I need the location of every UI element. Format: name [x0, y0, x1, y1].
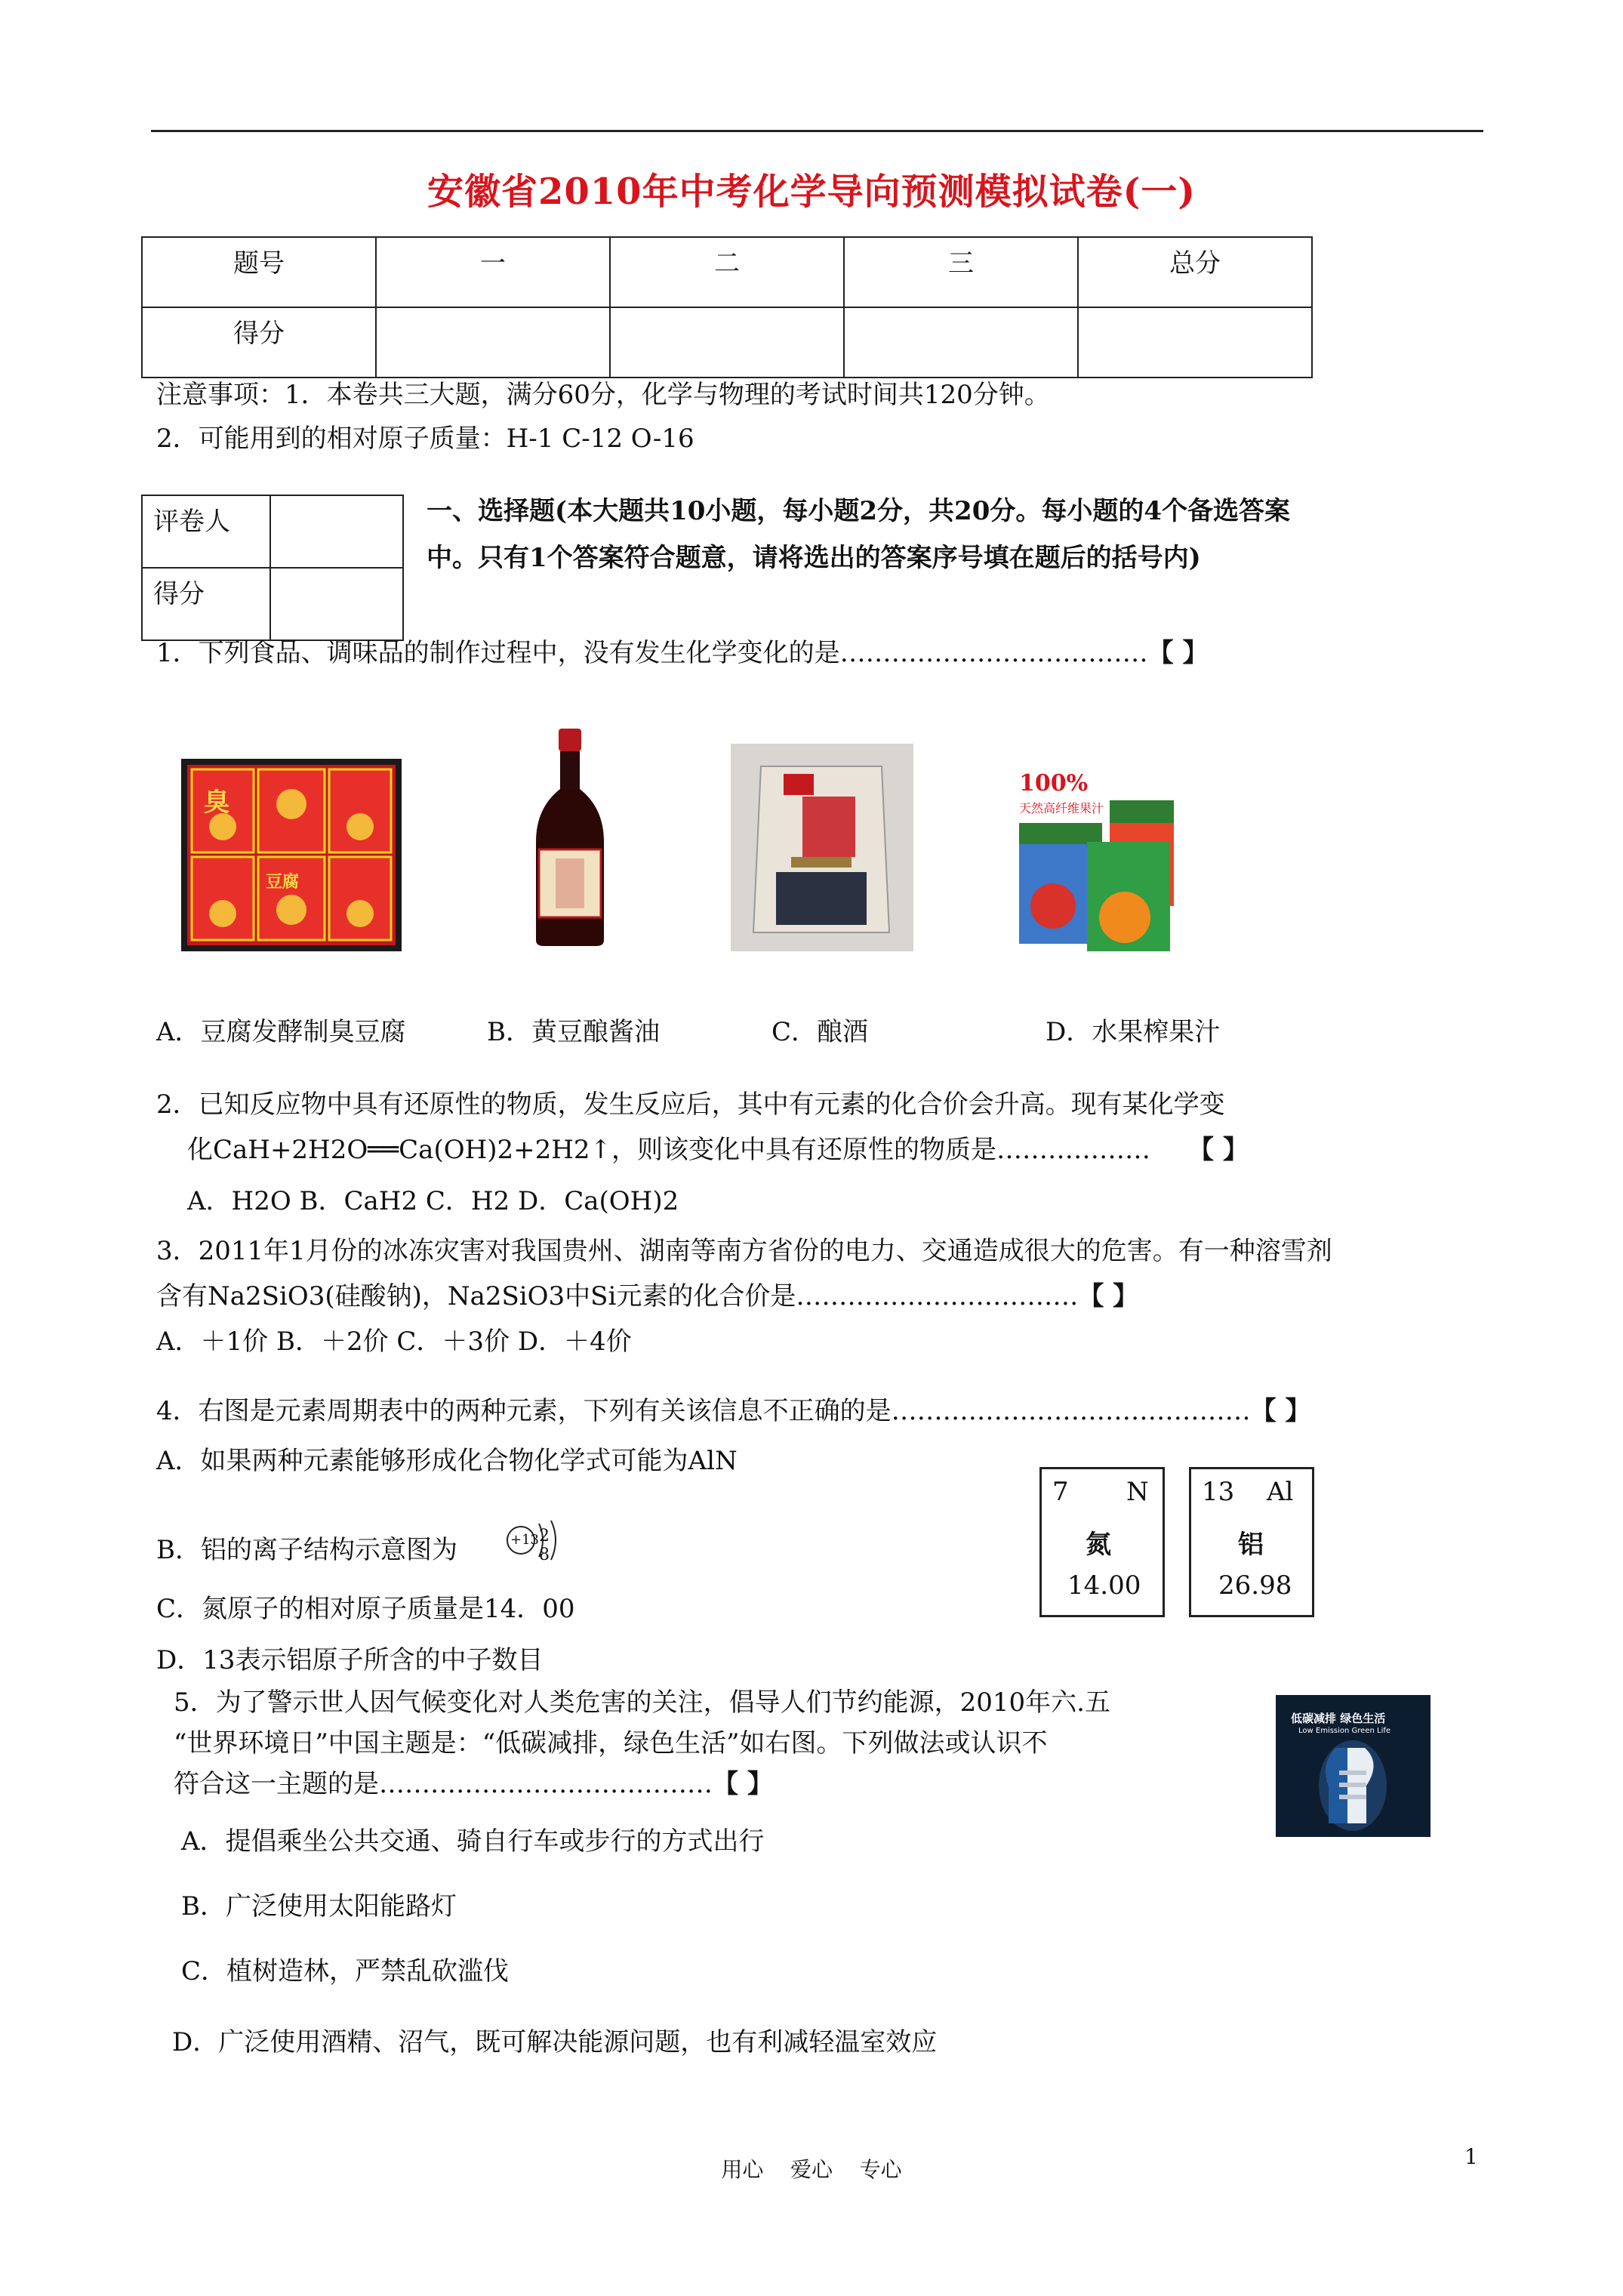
poster-title: 低碳减排 绿色生活 — [1291, 1712, 1386, 1725]
fruit-juice-boxes-image — [1012, 770, 1230, 951]
score-cell[interactable] — [1078, 307, 1312, 378]
page-footer: 用心 爱心 专心 — [721, 2157, 902, 2182]
rice-wine-bag-picture — [731, 744, 913, 951]
q3-options: A．＋1价 B．＋2价 C．＋3价 D．＋4价 — [156, 1327, 632, 1357]
aluminum-ion-diagram — [504, 1510, 572, 1570]
header-rule — [151, 130, 1483, 132]
score-table — [141, 236, 1313, 378]
q1-option-a: A．豆腐发酵制臭豆腐 — [156, 1017, 406, 1047]
q1-stem: 1．下列食品、调味品的制作过程中，没有发生化学变化的是……………………………… — [156, 638, 1148, 668]
poster-subtitle: Low Emission Green Life — [1298, 1727, 1391, 1735]
element-symbol: Al — [1267, 1477, 1294, 1507]
note-line-2: 2．可能用到的相对原子质量：H-1 C-12 O-16 — [156, 424, 694, 454]
juice-label-100: 100% — [1019, 770, 1089, 797]
q3-line1: 3．2011年1月份的冰冻灾害对我国贵州、湖南等南方省份的电力、交通造成很大的危害。有一种溶雪剂 — [156, 1236, 1332, 1266]
grader-cell[interactable] — [270, 495, 403, 568]
soy-sauce-bottle-picture — [528, 729, 611, 948]
q5-line2: “世界环境日”中国主题是：“低碳减排，绿色生活”如右图。下列做法或认识不 — [174, 1728, 1048, 1758]
element-box-nitrogen — [1039, 1467, 1165, 1617]
page-number: 1 — [1464, 2144, 1478, 2169]
score-header-cell: 三 — [844, 237, 1078, 307]
q2-answer-bracket: 【 】 — [1188, 1135, 1249, 1165]
q2-line2-prefix: 化CaH — [187, 1135, 270, 1165]
q2-equation: +2H2O══Ca(OH)2+2H2↑，则该变化中具有还原性的物质是……………… — [269, 1135, 1151, 1165]
fruit-juice-boxes-picture — [1012, 770, 1230, 951]
q2-line1: 2．已知反应物中具有还原性的物质，发生反应后，其中有元素的化合价会升高。现有某化学变 — [156, 1089, 1225, 1120]
element-number: 13 — [1202, 1477, 1235, 1507]
ion-nucleus-charge: +13 — [510, 1532, 539, 1548]
q2-line2 — [187, 1133, 1249, 1167]
score-header-cell: 一 — [376, 237, 610, 307]
q2-options: A．H2O B．CaH2 C．H2 D．Ca(OH)2 — [187, 1186, 679, 1216]
q3-answer-bracket: 【 】 — [1078, 1281, 1139, 1311]
score-cell[interactable] — [610, 307, 844, 378]
q4-answer-bracket: 【 】 — [1250, 1396, 1311, 1426]
q4-option-c: C．氮原子的相对原子质量是14．00 — [156, 1594, 575, 1624]
q4-option-a: A．如果两种元素能够形成化合物化学式可能为AlN — [156, 1446, 738, 1476]
q5-option-d: D．广泛使用酒精、沼气，既可解决能源问题，也有利减轻温室效应 — [172, 2027, 938, 2057]
q4-option-d: D．13表示铝原子所含的中子数目 — [156, 1645, 544, 1675]
grader-score-cell[interactable] — [270, 568, 403, 640]
low-carbon-poster-image — [1276, 1695, 1431, 1837]
soy-sauce-bottle-image — [528, 729, 611, 948]
stinky-tofu-image — [181, 759, 402, 951]
q3-line2-text: 含有Na2SiO3(硅酸钠)，Na2SiO3中Si元素的化合价是…………………………… — [156, 1281, 1079, 1311]
element-mass: 14.00 — [1067, 1570, 1141, 1601]
q5-line1: 5．为了警示世人因气候变化对人类危害的关注，倡导人们节约能源，2010年六.五 — [174, 1687, 1110, 1718]
element-name: 氮 — [1086, 1530, 1111, 1560]
score-cell[interactable] — [844, 307, 1078, 378]
q4-text — [156, 1394, 1310, 1428]
score-header-cell: 二 — [610, 237, 844, 307]
q4-option-b: B．铝的离子结构示意图为 — [156, 1535, 457, 1565]
ion-shell-electrons: 2 8 — [539, 1527, 554, 1564]
element-symbol: N — [1126, 1477, 1149, 1507]
q1-text — [156, 636, 1208, 670]
q5-line3-text: 符合这一主题的是………………………………… — [174, 1769, 713, 1799]
q5-line3 — [174, 1767, 773, 1801]
tofu-label-big: 臭 — [204, 787, 229, 818]
q5-option-c: C．植树造林，严禁乱砍滥伐 — [181, 1956, 510, 1986]
q1-answer-bracket: 【 】 — [1147, 638, 1209, 668]
q1-option-b: B．黄豆酿酱油 — [487, 1017, 660, 1047]
q4-stem: 4．右图是元素周期表中的两种元素，下列有关该信息不正确的是…………………………………… — [156, 1396, 1251, 1426]
score-header-cell: 总分 — [1078, 237, 1312, 307]
q5-option-b: B．广泛使用太阳能路灯 — [181, 1891, 457, 1922]
q5-option-a: A．提倡乘坐公共交通、骑自行车或步行的方式出行 — [181, 1826, 765, 1857]
element-number: 7 — [1052, 1477, 1069, 1507]
element-box-aluminum — [1189, 1467, 1314, 1617]
score-row-label: 得分 — [142, 307, 376, 378]
q1-option-c: C．酿酒 — [771, 1017, 869, 1047]
element-name: 铝 — [1238, 1530, 1264, 1560]
q1-option-d: D．水果榨果汁 — [1046, 1017, 1221, 1047]
score-header-cell: 题号 — [142, 237, 376, 307]
grader-table — [141, 495, 404, 641]
juice-label-sub: 天然高纤维果汁 — [1019, 801, 1104, 815]
score-cell[interactable] — [376, 307, 610, 378]
grader-label: 评卷人 — [142, 495, 270, 568]
page-title: 安徽省2010年中考化学导向预测模拟试卷(一) — [427, 171, 1196, 213]
q5-answer-bracket: 【 】 — [713, 1769, 773, 1799]
tofu-label-small: 豆腐 — [266, 872, 300, 892]
score-table-header-row — [142, 237, 1312, 307]
grader-score-label: 得分 — [142, 568, 270, 640]
section1-heading-line2: 中。只有1个答案符合题意，请将选出的答案序号填在题后的括号内) — [427, 543, 1201, 573]
q3-line2 — [156, 1279, 1138, 1314]
rice-wine-bag-image — [731, 744, 913, 951]
score-table-score-row — [142, 307, 1312, 378]
section1-heading-line1: 一、选择题(本大题共10小题，每小题2分，共20分。每小题的4个备选答案 — [427, 496, 1291, 526]
note-line-1: 注意事项：1．本卷共三大题，满分60分，化学与物理的考试时间共120分钟。 — [156, 380, 1050, 410]
element-mass: 26.98 — [1218, 1570, 1292, 1601]
